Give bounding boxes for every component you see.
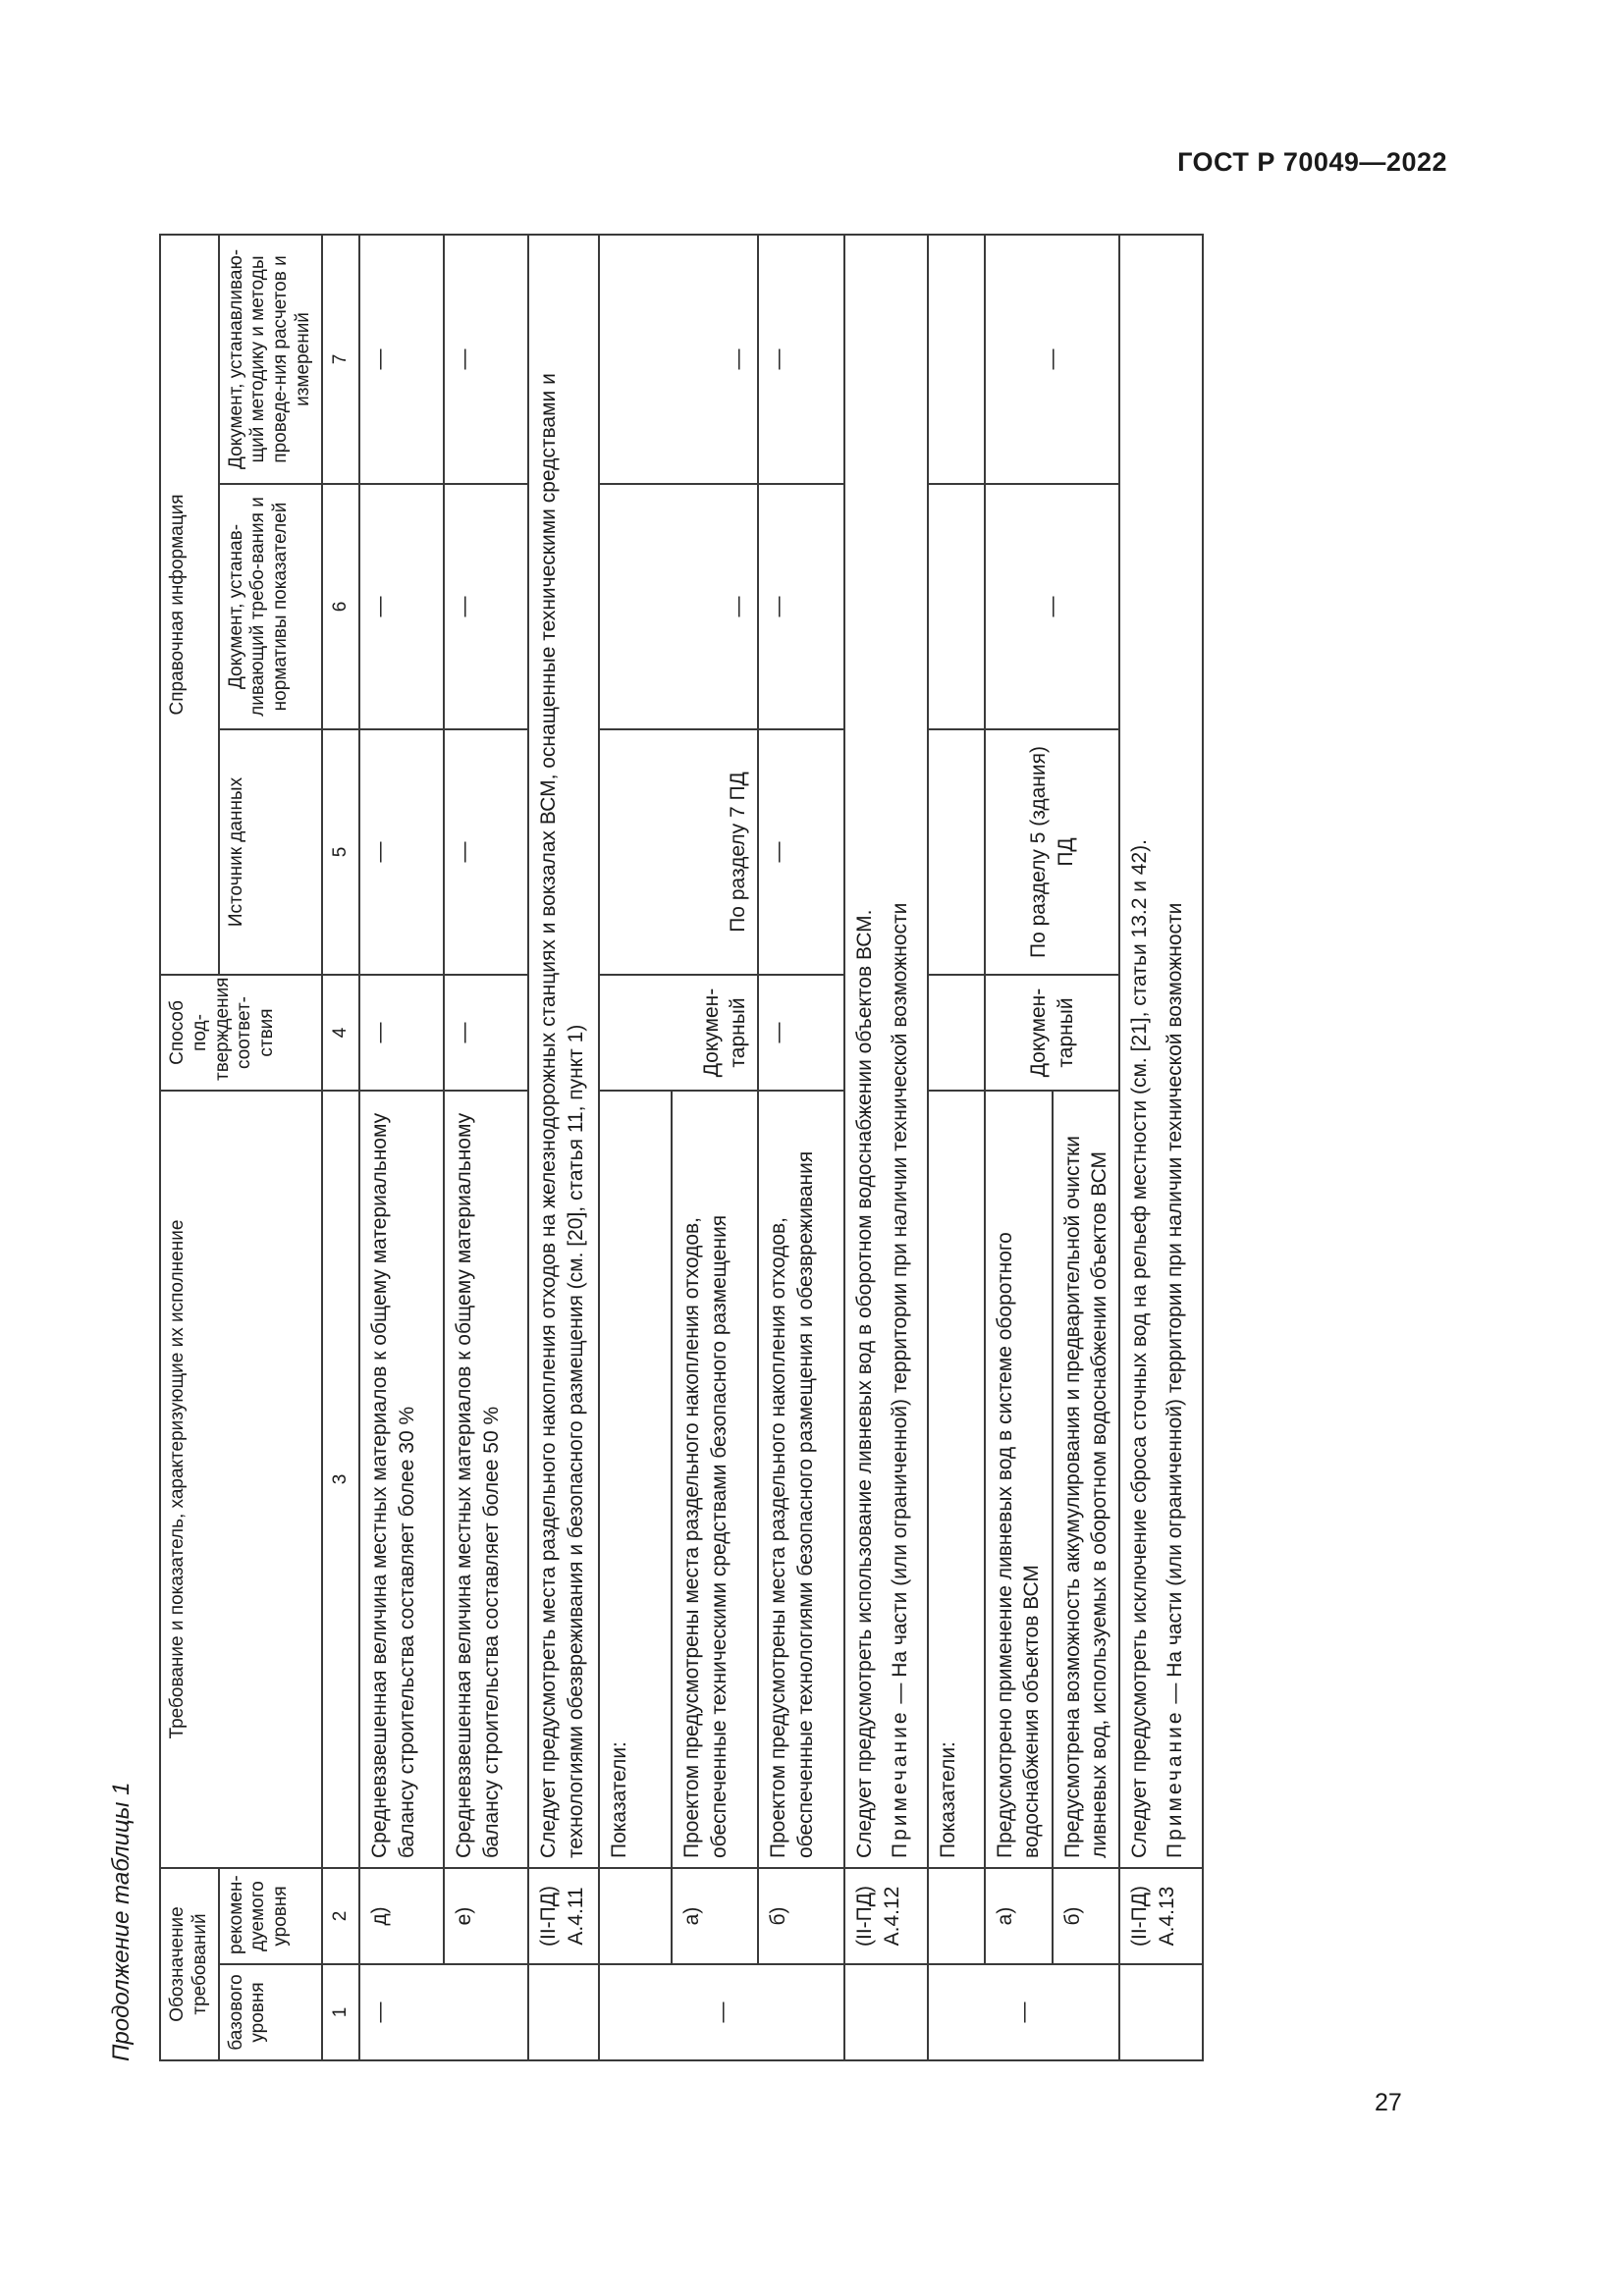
doc-method-header: Документ, устанавливаю-щий методику и методы проведе-ния расчетов и измерений [219, 235, 322, 484]
header-row-1 [160, 235, 219, 2060]
dash-cell: — [444, 729, 528, 975]
page-number: 27 [1375, 2089, 1402, 2116]
note-label: Примечание [888, 1709, 911, 1858]
dash-cell: — [599, 235, 758, 484]
requirement-code: (II-ПД) А.4.13 [1119, 1868, 1203, 1964]
note [1162, 244, 1188, 1858]
confirmation-method: Докумен-тарный [985, 975, 1119, 1091]
dash-cell: — [359, 729, 444, 975]
table-row-a412-a [985, 235, 1053, 2060]
indicators-label: Показатели: [928, 1091, 985, 1868]
row-label: а) [985, 1868, 1053, 1964]
col-num-4: 4 [322, 975, 360, 1091]
empty-cell [928, 484, 985, 729]
requirement-text: Предусмотрена возможность аккумулирования и предварительной очистки ливневых вод, используемых в оборотном водоснабжении объектов ВСМ [1053, 1091, 1120, 1868]
col-num-6: 6 [322, 484, 360, 729]
empty-cell [928, 235, 985, 484]
indicators-label: Показатели: [599, 1091, 672, 1868]
document-code: ГОСТ Р 70049—2022 [1177, 147, 1447, 177]
empty-cell [928, 729, 985, 975]
reference-header: Справочная информация [160, 235, 219, 975]
empty-cell [1119, 1964, 1203, 2060]
table-caption: Продолжение таблицы 1 [108, 1782, 135, 2061]
col-num-1: 1 [322, 1964, 360, 2060]
empty-cell [928, 1868, 985, 1964]
col-num-2: 2 [322, 1868, 360, 1964]
requirement-block [844, 235, 928, 1868]
empty-cell [528, 1964, 599, 2060]
note-text: — На части (или ограниченной) территории при наличии технической возможности [1163, 902, 1186, 1710]
table-row-a412 [844, 235, 928, 2060]
requirement-text: Следует предусмотреть исключение сброса сточных вод на рельеф местности (см. [21], статьи 13.2 и 42). [1128, 839, 1152, 1858]
table-row-a413 [1119, 235, 1203, 2060]
requirement-text: Предусмотрено применение ливневых вод в системе оборотного водоснабжения объектов ВСМ [985, 1091, 1053, 1868]
confirmation-method: Докумен-тарный [599, 975, 758, 1091]
note [887, 244, 913, 1858]
empty-cell [928, 975, 985, 1091]
table-row-a412-indicators [928, 235, 985, 2060]
column-numbers-row [322, 235, 360, 2060]
doc-norms-header: Документ, устанав-ливающий требо-вания и нормативы показателей [219, 484, 322, 729]
requirement-text: Следует предусмотреть использование ливневых вод в оборотном водоснабжении объектов ВСМ. [853, 909, 877, 1858]
row-label: е) [444, 1868, 528, 1964]
dash-cell: — [444, 484, 528, 729]
designation-header: Обозначение требований [160, 1868, 219, 2060]
note-text: — На части (или ограниченной) территории при наличии технической возможности [888, 902, 911, 1710]
col-num-5: 5 [322, 729, 360, 975]
requirements-table [159, 234, 1204, 2061]
requirement-text: Проектом предусмотрены места раздельного накопления отходов, обеспеченные техническими средствами безопасного размещения [672, 1091, 758, 1868]
dash-cell: — [599, 1964, 844, 2060]
col-num-7: 7 [322, 235, 360, 484]
requirement-header: Требование и показатель, характеризующие их исполнение [160, 1091, 322, 1868]
dash-cell: — [359, 484, 444, 729]
dash-cell: — [758, 235, 844, 484]
dash-cell: — [444, 235, 528, 484]
requirement-block [1119, 235, 1203, 1868]
data-source: По разделу 5 (здания) ПД [985, 729, 1119, 975]
table-row-a411-b [758, 235, 844, 2060]
dash-cell: — [359, 975, 444, 1091]
row-label: б) [1053, 1868, 1120, 1964]
table-row-a411-indicators [599, 235, 672, 2060]
dash-cell: — [758, 975, 844, 1091]
col-num-3: 3 [322, 1091, 360, 1868]
source-header: Источник данных [219, 729, 322, 975]
table-row-d [359, 235, 444, 2060]
rotated-table-area [108, 236, 1443, 2061]
row-label: д) [359, 1868, 444, 1964]
dash-cell: — [359, 235, 444, 484]
basic-level-header: базового уровня [219, 1964, 322, 2060]
recommended-level-header: рекомен-дуемого уровня [219, 1868, 322, 1964]
empty-cell [844, 1964, 928, 2060]
dash-cell: — [928, 1964, 1119, 2060]
table-row-e [444, 235, 528, 2060]
dash-cell: — [758, 484, 844, 729]
requirement-text: Средневзвешенная величина местных материалов к общему материальному балансу строительства составляет более 50 % [444, 1091, 528, 1868]
confirmation-header: Способ под-тверждения соответ-ствия [160, 975, 322, 1091]
table-row-a411 [528, 235, 599, 2060]
dash-cell: — [758, 729, 844, 975]
requirement-text: Средневзвешенная величина местных материалов к общему материальному балансу строительства составляет более 30 % [359, 1091, 444, 1868]
note-label: Примечание [1163, 1709, 1186, 1858]
dash-cell: — [985, 235, 1119, 484]
row-label: б) [758, 1868, 844, 1964]
data-source: По разделу 7 ПД [599, 729, 758, 975]
dash-cell: — [444, 975, 528, 1091]
row-label: а) [672, 1868, 758, 1964]
dash-cell: — [985, 484, 1119, 729]
requirement-text: Следует предусмотреть места раздельного накопления отходов на железнодорожных станциях и вокзалах ВСМ, оснащенные техническими средствами и технологиями обезвреживания и безопасного размещения (см. [20], статья 11, пункт 1) [528, 235, 599, 1868]
dash-cell: — [359, 1964, 528, 2060]
requirement-code: (II-ПД) А.4.12 [844, 1868, 928, 1964]
requirement-code: (II-ПД) А.4.11 [528, 1868, 599, 1964]
requirement-text: Проектом предусмотрены места раздельного накопления отходов, обеспеченные технологиями безопасного размещения и обезвреживания [758, 1091, 844, 1868]
empty-cell [599, 1868, 672, 1964]
dash-cell: — [599, 484, 758, 729]
